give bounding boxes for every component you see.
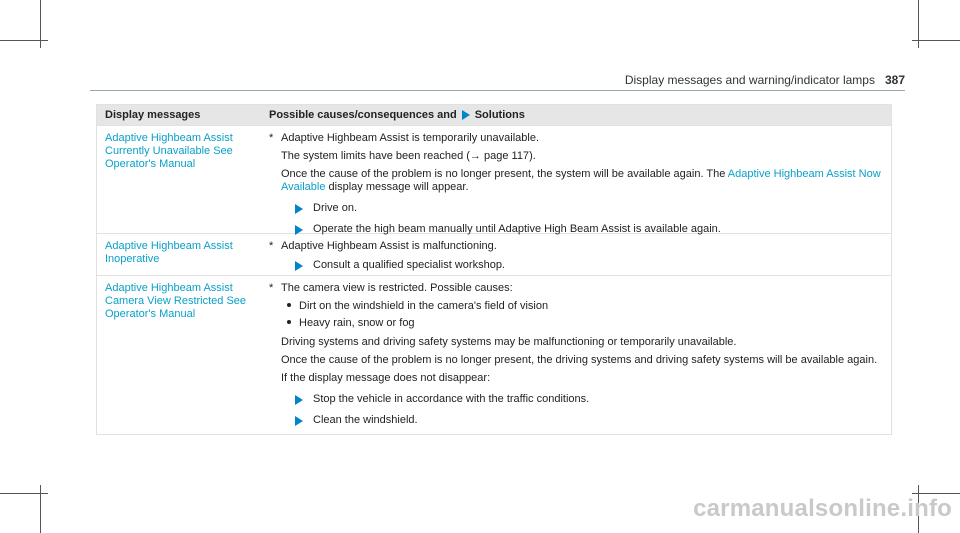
detail-line (269, 150, 883, 163)
page-header-title: Display messages and warning/indicator lamps (624, 73, 875, 87)
table-header (97, 105, 891, 125)
star-marker: * (269, 132, 274, 144)
step-arrow-icon (295, 261, 303, 271)
once-text: Once the cause of the problem is no longer present, the system will be available again. The (281, 168, 726, 180)
step-arrow-icon (295, 204, 303, 214)
table-row (97, 125, 891, 233)
display-message: Adaptive Highbeam Assist Currently Unavailable See Operator's Manual (105, 132, 233, 170)
cause-line (269, 132, 883, 145)
causes-solutions (255, 234, 891, 275)
causes-solutions (255, 276, 891, 434)
col-header-causes-text: Possible causes/consequences and (269, 109, 457, 121)
display-message: Adaptive Highbeam Assist Inoperative (105, 240, 233, 265)
page-header (625, 73, 905, 87)
crop-mark (0, 493, 48, 494)
causes-solutions (255, 126, 891, 233)
once-line (269, 168, 883, 194)
step-text: Operate the high beam manually until Adaptive High Beam Assist is available again. (313, 223, 721, 235)
cause-bullet (269, 300, 883, 313)
solution-step (269, 414, 883, 427)
bullet-dot-icon (287, 303, 291, 307)
detail-suffix: ). (529, 150, 536, 162)
paragraph: If the display message does not disappear: (281, 372, 491, 384)
display-message: Adaptive Highbeam Assist Camera View Restricted See Operator's Manual (105, 282, 247, 320)
star-marker: * (269, 282, 274, 294)
message-link: Adaptive Highbeam Assist Now Available (281, 168, 881, 193)
step-text: Clean the windshield. (313, 414, 418, 426)
step-text: Drive on. (313, 202, 358, 214)
paragraph: Once the cause of the problem is no longer present, the driving systems and driving safety systems will be available again. (281, 354, 878, 366)
step-arrow-icon (295, 225, 303, 235)
solution-step (269, 259, 883, 272)
cause-bullet (269, 317, 883, 330)
table-row (97, 275, 891, 434)
table-row (97, 233, 891, 275)
cause-line (269, 240, 883, 253)
header-rule (90, 90, 905, 91)
messages-table (96, 104, 892, 435)
crop-mark (912, 40, 960, 41)
col-header-messages: Display messages (105, 109, 201, 121)
crop-mark (912, 493, 960, 494)
bullet-text: Dirt on the windshield in the camera's field of vision (299, 300, 549, 312)
cause-line (269, 282, 883, 295)
solution-step (269, 202, 883, 215)
step-arrow-icon (295, 395, 303, 405)
step-text: Stop the vehicle in accordance with the traffic conditions. (313, 393, 590, 405)
page-reference-link[interactable]: page 117 (483, 150, 530, 162)
step-text: Consult a qualified specialist workshop. (313, 259, 505, 271)
col-header-causes (263, 109, 891, 121)
once-tail: display message will appear. (328, 181, 469, 193)
step-arrow-icon (295, 416, 303, 426)
star-marker: * (269, 240, 274, 252)
bullet-dot-icon (287, 320, 291, 324)
cause-text: Adaptive Highbeam Assist is temporarily unavailable. (281, 132, 540, 144)
watermark: carmanualsonline.info (693, 495, 952, 522)
arrow-icon: → (469, 150, 481, 162)
crop-mark (0, 40, 48, 41)
detail-text: The system limits have been reached ( (281, 150, 470, 162)
bullet-text: Heavy rain, snow or fog (299, 317, 415, 329)
cause-text: The camera view is restricted. Possible causes: (281, 282, 513, 294)
arrow-right-icon (462, 110, 470, 120)
cause-text: Adaptive Highbeam Assist is malfunctioning. (281, 240, 497, 252)
solution-step (269, 393, 883, 406)
paragraph: Driving systems and driving safety systems may be malfunctioning or temporarily unavailable. (281, 336, 737, 348)
col-header-solutions: Solutions (474, 109, 525, 121)
page-number: 387 (884, 73, 905, 87)
